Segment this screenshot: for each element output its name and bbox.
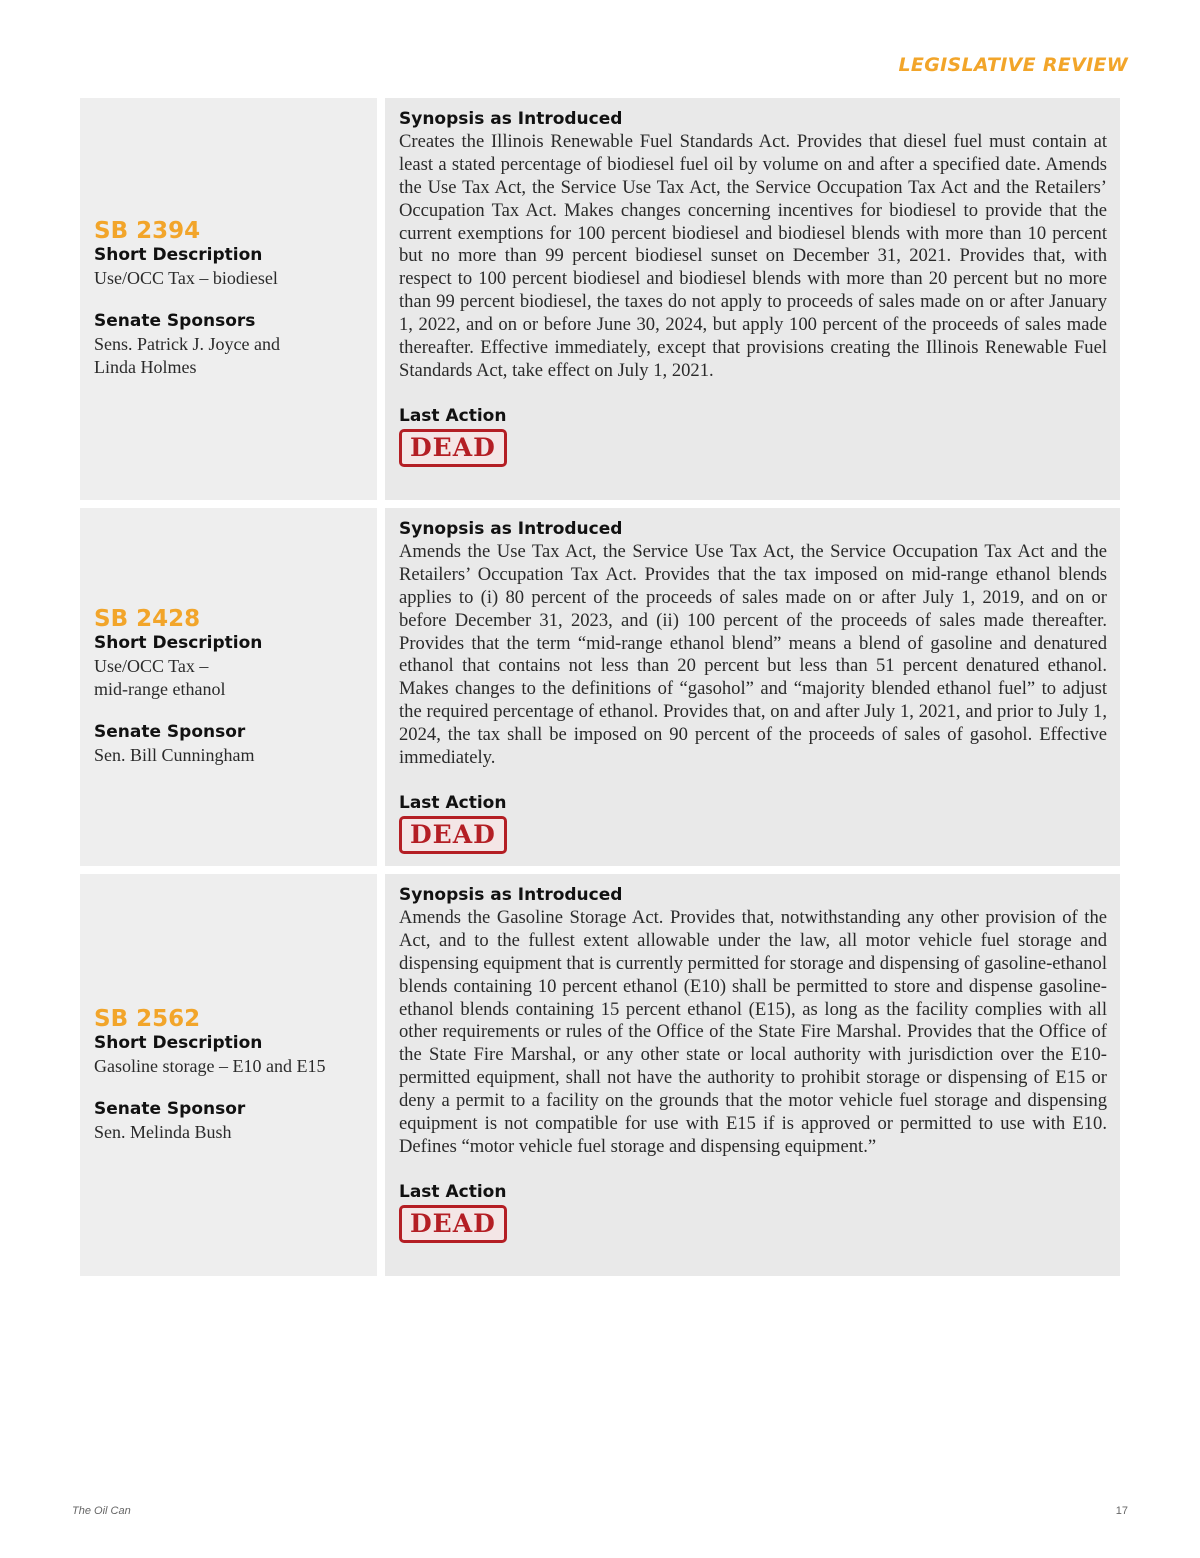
sponsor-label: Senate Sponsor: [94, 1098, 246, 1119]
section-title: LEGISLATIVE REVIEW: [898, 54, 1128, 76]
dead-status-stamp: DEAD: [399, 816, 507, 854]
bill-id: SB 2394: [94, 218, 201, 245]
bill-summary-panel: [80, 98, 377, 500]
last-action-label: Last Action: [399, 1181, 507, 1202]
bill-summary-panel: [80, 508, 377, 866]
last-action-label: Last Action: [399, 793, 507, 813]
synopsis-text: Amends the Gasoline Storage Act. Provides that, notwithstanding any other provision of the Act, and to the fullest extent allowable under the law, all motor vehicle fuel storage and dispensing equipment that is currently permitted for storage and dispensing of gasoline-ethanol blends containing 10 percent ethanol (E10) shall be permitted to store and dispense gasoline-ethanol blends containing 15 percent ethanol (E15), as long as the facility complies with all other requirements or rules of the Office of the State Fire Marshal. Provides that the Office of the State Fire Marshal, or any other state or local authority with jurisdiction over the E10-permitted equipment, shall not have the authority to prohibit storage or dispensing of E15 or deny a permit to a facility on the grounds that the motor vehicle fuel storage and dispensing equipment is not compatible for use with E15 if is approved or permitted to use with E10. Defines “motor vehicle fuel storage and dispensing equipment.”: [399, 906, 1107, 1157]
synopsis-text: Creates the Illinois Renewable Fuel Standards Act. Provides that diesel fuel must contain at least a stated percentage of biodiesel fuel oil by volume on and after a specified date. Amends the Use Tax Act, the Service Use Tax Act, the Service Occupation Tax Act and the Retailers’ Occupation Tax Act. Makes changes concerning incentives for biodiesel to provide that the current exemptions for 100 percent biodiesel and biodiesel blends with more than 10 percent but no more than 99 percent biodiesel sunset on December 31, 2021. Provides that, with respect to 100 percent biodiesel and biodiesel blends with more than 20 percent but no more than 99 percent biodiesel, the taxes do not apply to proceeds of sales made on or after January 1, 2022, and on or before June 30, 2024, but apply 100 percent of the proceeds of sales made thereafter. Effective immediately, except that provisions creating the Illinois Renewable Fuel Standards Act, take effect on July 1, 2021.: [399, 130, 1107, 381]
sponsor-names: Sen. Melinda Bush: [94, 1121, 232, 1142]
publication-name: The Oil Can: [72, 1505, 131, 1517]
synopsis-label: Synopsis as Introduced: [399, 519, 623, 539]
last-action-label: Last Action: [399, 405, 507, 426]
dead-status-stamp: DEAD: [399, 1205, 507, 1243]
bill-detail-panel: [385, 874, 1120, 1276]
bill-entry: [80, 98, 1120, 500]
sponsor-names: Sen. Bill Cunningham: [94, 745, 255, 766]
sponsor-label: Senate Sponsors: [94, 311, 256, 332]
synopsis-text: Amends the Use Tax Act, the Service Use Tax Act, the Service Occupation Tax Act and the Retailers’ Occupation Tax Act. Provides that the tax imposed on mid-range ethanol blends applies to (i) 80 percent of the proceeds of sales made on or after July 1, 2019, and on or before December 31, 2023, and (ii) 100 percent of the proceeds of sales made thereafter. Provides that the term “mid-range ethanol blend” means a blend of gasoline and denatured ethanol that contains not less than 20 percent but less than 51 percent denatured ethanol. Makes changes to the definitions of “gasohol” and “majority blended ethanol fuel” to adjust the required percentage of ethanol. Provides that, on and after July 1, 2021, and prior to July 1, 2024, the tax shall be imposed on 90 percent of the proceeds of sales of gasohol. Effective immediately.: [399, 540, 1107, 769]
sponsor-label: Senate Sponsor: [94, 722, 246, 743]
bill-id: SB 2562: [94, 1005, 201, 1032]
sponsor-names: Sens. Patrick J. Joyce and Linda Holmes: [94, 334, 280, 378]
bill-detail-panel: [385, 98, 1120, 500]
short-description: Gasoline storage – E10 and E15: [94, 1055, 326, 1076]
synopsis-label: Synopsis as Introduced: [399, 885, 623, 905]
short-description-label: Short Description: [94, 1032, 263, 1053]
short-description-label: Short Description: [94, 633, 263, 654]
short-description: Use/OCC Tax – mid-range ethanol: [94, 656, 226, 700]
dead-status-stamp: DEAD: [399, 429, 507, 467]
page-number: 17: [1115, 1505, 1128, 1517]
short-description: Use/OCC Tax – biodiesel: [94, 268, 278, 289]
bill-id: SB 2428: [94, 606, 201, 633]
bill-entry: [80, 874, 1120, 1276]
bill-detail-panel: [385, 508, 1120, 866]
synopsis-label: Synopsis as Introduced: [399, 109, 623, 129]
bill-summary-panel: [80, 874, 377, 1276]
bill-entry: [80, 508, 1120, 866]
short-description-label: Short Description: [94, 245, 263, 266]
